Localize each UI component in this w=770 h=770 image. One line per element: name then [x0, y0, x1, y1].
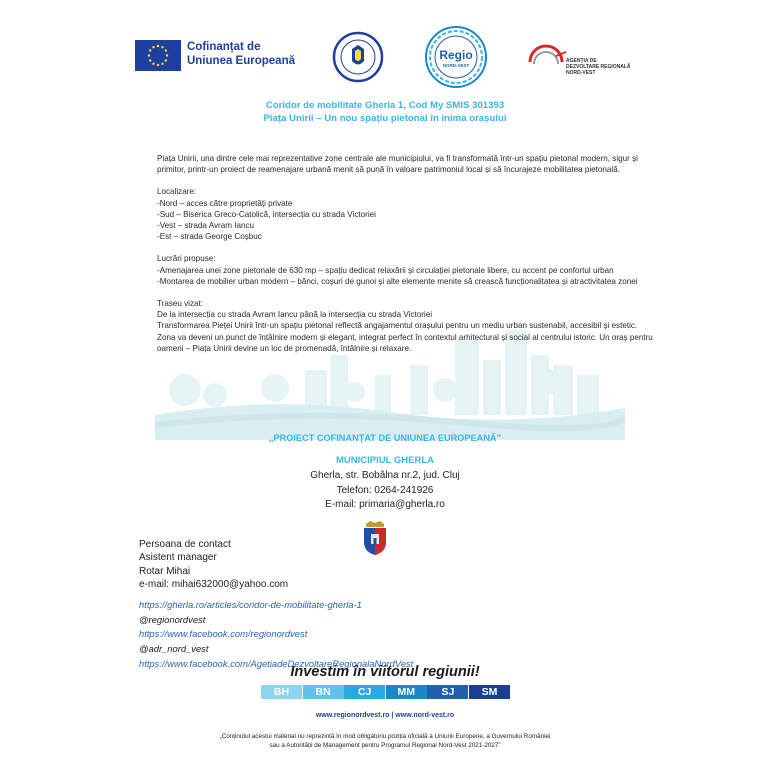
website-links[interactable]: www.regionordvest.ro | www.nord-vest.ro: [315, 712, 455, 719]
counties-bar: [261, 685, 511, 699]
project-article-link[interactable]: https://gherla.ro/articles/coridor-de-mobilitate-gherla-1: [139, 599, 362, 610]
svg-text:NORD-VEST: NORD-VEST: [442, 63, 470, 68]
intro-paragraph: Piața Unirii, una dintre cele mai reprezentative zone centrale ale municipiului, va fi transformată într-un spațiu pietonal modern, sigur și primitor, printr-un proiect de reamenajare urbană menit să pună în valoare patrimoniul local și să încurajeze mobilitatea pietonală.: [157, 154, 638, 175]
title-line-1: Coridor de mobilitate Gherla 1, Cod My SMIS 301393: [265, 100, 505, 111]
svg-text:DEZVOLTARE REGIONALĂ: DEZVOLTARE REGIONALĂ: [566, 64, 631, 70]
lucrari-item: -Montarea de mobilier urban modern – bănci, coșuri de gunoi și alte elemente menite să crească funcționalitatea și atractivitatea zonei: [157, 276, 638, 286]
county-badge-sj: SJ: [427, 685, 468, 699]
traseu-line: De la intersecția cu strada Avram Iancu până la intersecția cu strada Victoriei: [157, 310, 433, 320]
disclaimer-line-2: sau a Autorității de Management pentru Programul Regional Nord-Vest 2021-2027”: [269, 742, 501, 749]
localizare-item: -Nord – acces către proprietăți private: [157, 198, 293, 208]
title-line-2: Piața Unirii – Un nou spațiu pietonal în inima orașului: [263, 113, 507, 124]
handle-adr-nord-vest: @adr_nord_vest: [139, 643, 209, 655]
gherla-coat-of-arms-icon: [361, 520, 389, 556]
contact-person: [139, 538, 288, 592]
county-badge-bh: BH: [261, 685, 302, 699]
municipiu-phone: Telefon: 0264-241926: [336, 484, 434, 496]
slogan: Investim în viitorul regiunii!: [290, 664, 480, 680]
municipiu-name: MUNICIPIUL GHERLA: [336, 455, 434, 466]
government-romania-logo-icon: [332, 31, 384, 83]
adr-nord-vest-logo-icon: [522, 40, 632, 80]
handle-regionordvest: @regionordvest: [139, 613, 206, 625]
traseu-paragraph: Transformarea Pieței Unirii într-un spațiu pietonal reflectă angajamentul orașului pentru un mediu urban sustenabil, accesibil și estetic. Zona va deveni un punct de întâlnire modern și elegant, integrat perfect în contextul arhitectural și social al centrului istoric. Un oraș pentru oameni – Piața Unirii devine un loc de promenadă, întâlnire și relaxare.: [157, 321, 653, 353]
municipiu-email: E-mail: primaria@gherla.ro: [325, 499, 445, 510]
eu-flag-icon: [135, 40, 181, 71]
contact-role: Asistent manager: [139, 552, 217, 564]
facebook-regionordvest-link[interactable]: https://www.facebook.com/regionordvest: [139, 628, 308, 640]
svg-text:Regio: Regio: [439, 48, 473, 62]
facebook-adr-link[interactable]: https://www.facebook.com/AgetiadeDezvoltareRegionalaNordVest: [139, 657, 414, 669]
article-body: [157, 153, 657, 354]
regio-nord-vest-logo-icon: [424, 25, 488, 89]
disclaimer: [0, 732, 770, 750]
disclaimer-line-1: „Conținutul acestui material nu reprezintă în mod obligatoriu poziția oficială a Uniunii Europene, a Guvernului României: [219, 733, 551, 740]
county-badge-mm: MM: [386, 685, 427, 699]
contact-heading: Persoana de contact: [139, 539, 231, 550]
county-badge-sm: SM: [469, 685, 510, 699]
lucrari-heading: Lucrări propuse:: [157, 254, 216, 264]
county-badge-bn: BN: [303, 685, 344, 699]
cofinantat-banner: „PROIECT COFINANȚAT DE UNIUNEA EUROPEANĂ”: [268, 433, 502, 443]
localizare-item: -Sud – Biserica Greco-Catolică, intersecția cu strada Victoriei: [157, 209, 376, 219]
eu-cofinantat-label: Cofinanțat de Uniunea Europeană: [187, 41, 295, 67]
localizare-item: -Vest – strada Avram Iancu: [157, 221, 255, 231]
county-badge-cj: CJ: [344, 685, 385, 699]
svg-text:NORD-VEST: NORD-VEST: [566, 70, 596, 76]
localizare-heading: Localizare:: [157, 187, 197, 197]
project-title: [0, 99, 770, 125]
municipiu-address: Gherla, str. Bobâlna nr.2, jud. Cluj: [310, 470, 460, 481]
contact-email: e-mail: mihai632000@yahoo.com: [139, 579, 289, 591]
contact-name: Rotar Mihai: [139, 565, 191, 577]
links-list: [139, 598, 413, 672]
municipiu-contact: [0, 469, 770, 513]
lucrari-item: -Amenajarea unei zone pietonale de 630 mp – spațiu dedicat relaxării și circulației pietonale libere, cu accent pe confortul urban: [157, 265, 614, 275]
traseu-heading: Traseu vizat:: [157, 299, 204, 309]
svg-text:AGENȚIA DE: AGENȚIA DE: [566, 58, 597, 64]
localizare-item: -Est – strada George Coșbuc: [157, 232, 262, 242]
